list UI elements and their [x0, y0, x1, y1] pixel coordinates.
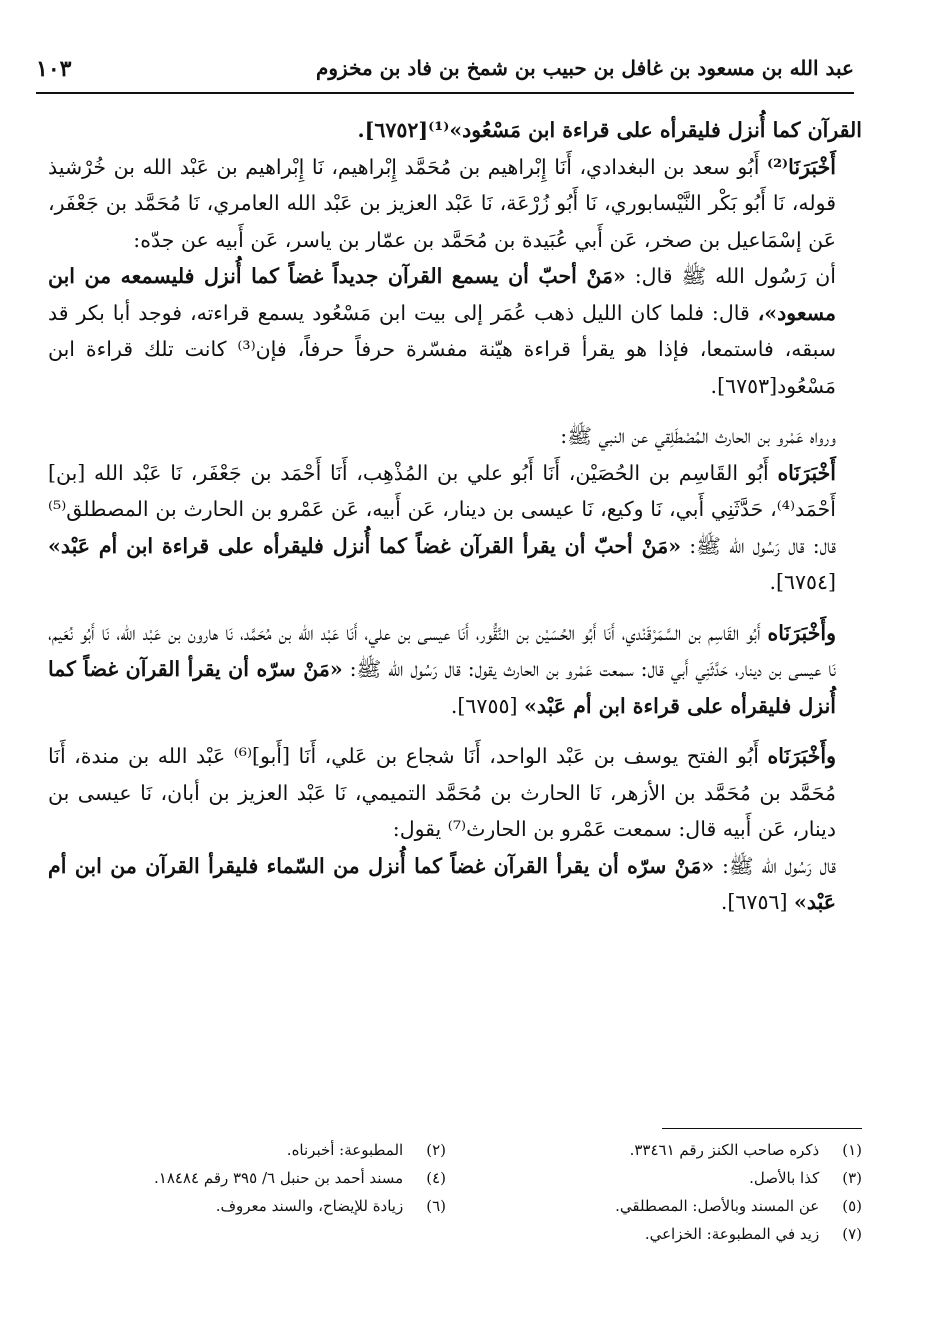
chain-lead-word: أَخْبَرَنَاه	[777, 460, 836, 485]
footnote-number: (٢)	[426, 1141, 446, 1159]
footnote	[60, 1136, 446, 1164]
paragraph	[48, 258, 862, 404]
isnad-text: أَبُو القَاسِم بن الحُصَيْن، أَنَا أَبُو علي بن المُذْهِب، أَنَا أَحْمَد بن جَعْفَر، نَا عَبْد الله [بن] أَحْمَد⁽⁴⁾، حَدَّثَنِي أَبي، نَا وكيع، نَا عيسى بن دينار، عَن أَبيه، عَن عَمْرو بن الحارث بن المصطلق⁽⁵⁾ قال: قال رَسُول الله ﷺ:	[48, 460, 836, 558]
paragraph	[48, 848, 862, 921]
footnote	[476, 1192, 862, 1220]
footnote-text: كذا بالأصل.	[749, 1169, 820, 1187]
footnote-text: ذكره صاحب الكنز رقم ٣٣٤٦١.	[629, 1141, 820, 1159]
hadith-text: «مَنْ أحبّ أن يسمع القرآن جديداً غضاً كما أُنزل فليسمعه من ابن مسعود»،	[48, 264, 836, 325]
footnote	[60, 1164, 446, 1192]
page-number: ١٠٣	[36, 56, 72, 82]
main-text	[48, 112, 862, 921]
isnad-text: أَبُو الفتح يوسف بن عَبْد الواحد، أَنَا شجاع بن عَلي، أَنَا [أَبو]⁽⁶⁾ عَبْد الله بن مندة، أَنَا مُحَمَّد بن مُحَمَّد بن الأزهر، نَا الحارث بن مُحَمَّد التميمي، نَا عَبْد العزيز بن أبان، نَا عيسى بن دينار، عَن أَبيه قال: سمعت عَمْرو بن الحارث⁽⁷⁾ يقول:	[48, 744, 836, 841]
paragraph	[48, 455, 862, 601]
paragraph	[48, 149, 862, 259]
chain-lead-word: وأَخْبَرَنَاه	[767, 620, 836, 645]
narration-intro: قال رَسُول الله ﷺ:	[722, 853, 836, 878]
narration-text: قال: فلما كان الليل ذهب عُمَر إلى بيت ابن مَسْعُود يسمع قراءته، فوجد أبا بكر قد سبقه، فاستمعا، فإذا هو يقرأ قراءة هيّنة مفسّرة حرفاً حرفاً، فإن⁽³⁾ كانت تلك قراءة ابن مَسْعُود[٦٧٥٣].	[48, 300, 836, 398]
footnote-text: زيد في المطبوعة: الخزاعي.	[644, 1225, 820, 1243]
paragraph	[48, 112, 862, 149]
chain-lead-word: وأَخْبَرَنَاه	[767, 744, 836, 768]
footnotes	[60, 1136, 862, 1248]
paragraph	[48, 738, 862, 848]
hadith-number: [٦٧٥٦].	[720, 890, 788, 914]
footnote	[60, 1192, 446, 1220]
paragraph	[48, 418, 862, 455]
isnad-text: أَبُو سعد بن البغدادي، أَنَا إِبْراهيم بن مُحَمَّد إِبْراهيم، نَا إِبْراهيم بن عَبْد الله بن خُرْشيذ قوله، نَا أَبُو بَكْر النَّيْسابوري، نَا أَبُو زُرْعَة، نَا عَبْد العزيز بن عَبْد الله العامري، نَا مُحَمَّد بن جَعْفَر، عَن إسْمَاعيل بن صخر، عَن أَبي عُبَيدة بن مُحَمَّد بن عمّار بن ياسر، عَن أَبيه عن جدّه:	[48, 154, 836, 252]
footnote-text: عن المسند وبالأصل: المصطلقي.	[615, 1197, 820, 1215]
footnote-divider	[662, 1128, 862, 1129]
hadith-text: «مَنْ أحبّ أن يقرأ القرآن غضاً كما أُنزل فليقرأه على قراءة ابن أم عَبْد»	[48, 533, 682, 558]
footnote-number: (٤)	[426, 1169, 446, 1187]
footnote-text: زيادة للإيضاح، والسند معروف.	[215, 1197, 404, 1215]
footnote-number: (٧)	[842, 1225, 862, 1243]
footnote-number: (٣)	[842, 1169, 862, 1187]
footnote	[476, 1164, 862, 1192]
isnad-text: أَبُو القَاسِم بن السَّمَرْقَنْدي، أَنَا أَبُو الحُسَيْن بن النَّقُّور، أَنَا عيسى بن علي، أَنَا عَبْد الله بن مُحَمَّد، نَا هارون بن عَبْد الله، نَا أَبُو نُعَيم، نَا عيسى بن دينار، حَدَّثَنِي أَبي قال: سمعت عَمْرو بن الحارث يقول: قال رَسُول الله ﷺ:	[48, 620, 836, 681]
narration-note: ورواه عَمْرو بن الحارث المُصْطَلِقي عن النبي ﷺ:	[560, 424, 836, 448]
running-title: عبد الله بن مسعود بن غافل بن حبيب بن شمخ بن فاد بن مخزوم	[316, 56, 854, 80]
page-header	[36, 50, 854, 94]
chain-lead-word: أَخْبَرَنَا⁽²⁾	[766, 154, 836, 179]
footnote	[476, 1136, 862, 1164]
hadith-text: «مَنْ سرّه أن يقرأ القرآن غضاً كما أُنزل من السّماء فليقرأ القرآن من ابن أم عَبْد»	[48, 853, 836, 914]
footnote-number: (٦)	[426, 1197, 446, 1215]
paragraph	[48, 615, 862, 725]
hadith-number: [٦٧٥٥].	[450, 693, 518, 718]
hadith-number: [٦٧٥٤].	[769, 570, 836, 594]
footnote-number: (٥)	[842, 1197, 862, 1215]
hadith-text: «مَنْ سرّه أن يقرأ القرآن غضاً كما أُنزل فليقرأه على قراءة ابن أم عَبْد»	[48, 657, 836, 718]
footnote-text: مسند أحمد بن حنبل ٦/ ٣٩٥ رقم ١٨٤٨٤.	[153, 1169, 404, 1187]
footnote	[476, 1220, 862, 1248]
footnote-text: المطبوعة: أخبرناه.	[286, 1141, 404, 1159]
footnote-number: (١)	[842, 1141, 862, 1159]
narration-intro: أن رَسُول الله ﷺ قال:	[634, 264, 836, 288]
continued-hadith-text: القرآن كما أُنزل فليقرأه على قراءة ابن مَسْعُود»⁽¹⁾[٦٧٥٢].	[357, 118, 862, 142]
